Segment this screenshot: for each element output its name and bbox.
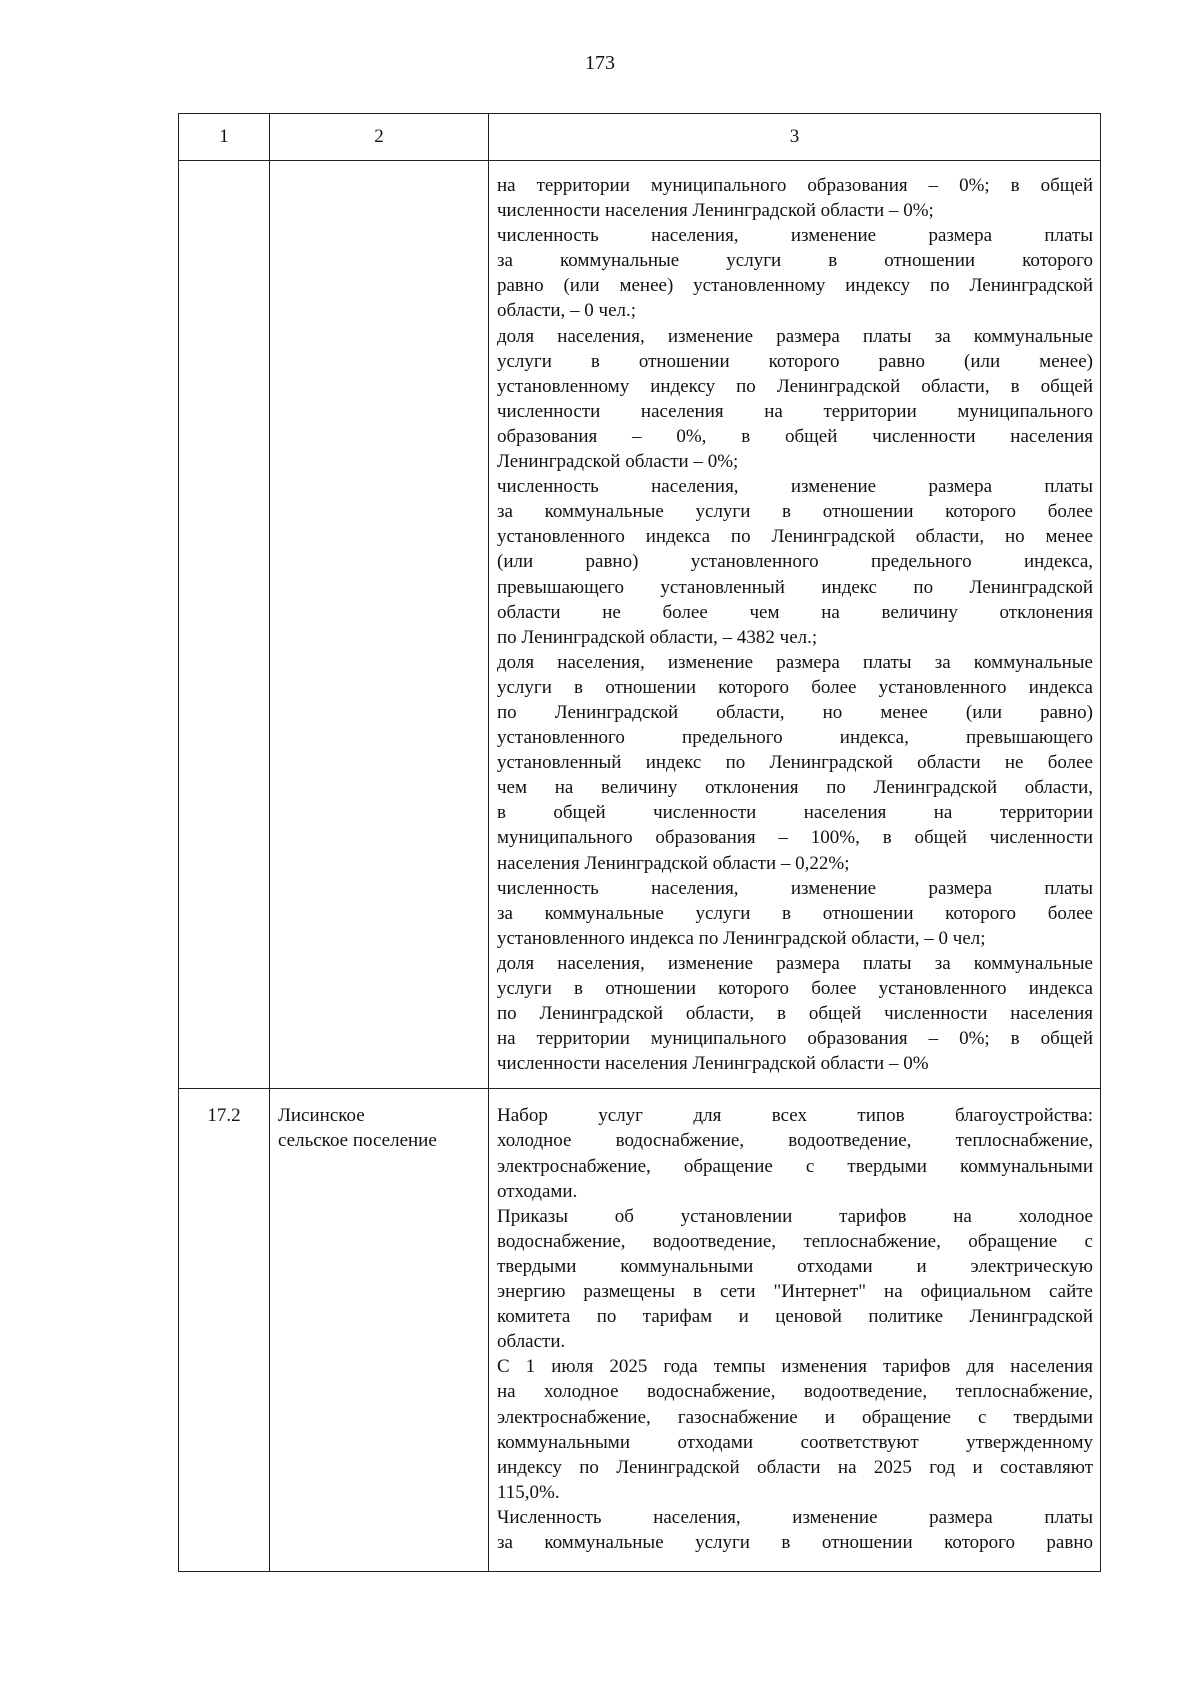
description-line: услуги в отношении которого более установленного индекса (497, 676, 1093, 698)
description-line: коммунальными отходами соответствуют утвержденному (497, 1431, 1093, 1453)
description-line: отходами. (497, 1180, 578, 1202)
description-line: установленного предельного индекса, превышающего (497, 727, 1093, 749)
description-line: индексу по Ленинградской области на 2025 год и составляют (497, 1456, 1093, 1478)
description-line: по Ленинградской области, в общей численности населения (497, 1003, 1093, 1025)
table-row (179, 161, 1101, 1089)
tariff-table (178, 113, 1101, 1572)
description-line: чем на величину отклонения по Ленинградской области, (497, 777, 1093, 799)
description-line: численность населения, изменение размера платы (497, 476, 1093, 498)
description-line: численности населения на территории муниципального (497, 400, 1093, 422)
description-line: установленный индекс по Ленинградской области не более (497, 752, 1093, 774)
description-line: численности населения Ленинградской области – 0%; (497, 200, 934, 222)
description-line: холодное водоснабжение, водоотведение, теплоснабжение, (497, 1130, 1093, 1152)
column-header-2: 2 (270, 114, 489, 161)
description-line: водоснабжение, водоотведение, теплоснабжение, обращение с (497, 1230, 1093, 1252)
description-line: услуги в отношении которого более установленного индекса (497, 978, 1093, 999)
row-number-cell (179, 161, 270, 1089)
settlement-name-cell (270, 161, 489, 1089)
description-line: численность населения, изменение размера платы (497, 877, 1093, 899)
description-line: по Ленинградской области, но менее (или равно) (497, 701, 1093, 723)
settlement-name-line: Лисинское (278, 1105, 365, 1127)
page-number: 173 (585, 52, 615, 74)
description-line: образования – 0%, в общей численности населения (497, 425, 1093, 447)
description-line: С 1 июля 2025 года темпы изменения тарифов для населения (497, 1356, 1093, 1378)
description-line: области. (497, 1331, 566, 1353)
description-line: муниципального образования – 100%, в общей численности (497, 827, 1093, 849)
settlement-name-cell (270, 1089, 489, 1572)
description-line: области, – 0 чел.; (497, 300, 637, 322)
description-line: превышающего установленный индекс по Ленинградской (497, 576, 1093, 598)
description-line: численности населения Ленинградской области – 0% (497, 1053, 929, 1075)
description-line: (или равно) установленного предельного индекса, (497, 551, 1093, 573)
description-line: Численность населения, изменение размера платы (497, 1506, 1093, 1528)
description-line: на территории муниципального образования – 0%; в общей (497, 175, 1093, 196)
description-line: энергию размещены в сети "Интернет" на официальном сайте (497, 1281, 1093, 1303)
description-line: установленного индекса по Ленинградской области, но менее (497, 526, 1093, 548)
description-line: равно (или менее) установленному индексу по Ленинградской (497, 275, 1093, 297)
table-row (179, 1089, 1101, 1572)
description-line: доля населения, изменение размера платы за коммунальные (497, 651, 1093, 673)
row-number-cell (179, 1089, 270, 1572)
description-line: населения Ленинградской области – 0,22%; (497, 852, 850, 874)
description-line: Ленинградской области – 0%; (497, 451, 739, 473)
description-cell (489, 1089, 1101, 1572)
description-line: на холодное водоснабжение, водоотведение, теплоснабжение, (497, 1381, 1093, 1403)
description-line: услуги в отношении которого равно (или менее) (497, 350, 1093, 372)
description-line: численность населения, изменение размера платы (497, 225, 1093, 247)
table-header-row (179, 114, 1101, 161)
column-header-3: 3 (489, 114, 1101, 161)
description-line: за коммунальные услуги в отношении которого (497, 250, 1093, 272)
description-cell (489, 161, 1101, 1089)
description-line: твердыми коммунальными отходами и электрическую (497, 1255, 1093, 1277)
description-line: 115,0%. (497, 1481, 560, 1503)
row-number: 17.2 (207, 1105, 241, 1127)
description-line: электроснабжение, обращение с твердыми коммунальными (497, 1155, 1093, 1177)
description-line: области не более чем на величину отклонения (497, 601, 1093, 623)
description-line: по Ленинградской области, – 4382 чел.; (497, 626, 818, 648)
description-line: установленному индексу по Ленинградской области, в общей (497, 375, 1093, 397)
column-header-1: 1 (179, 114, 270, 161)
description-line: установленного индекса по Ленинградской области, – 0 чел; (497, 927, 986, 949)
description-line: электроснабжение, газоснабжение и обращение с твердыми (497, 1406, 1093, 1428)
description-line: доля населения, изменение размера платы за коммунальные (497, 952, 1093, 974)
description-line: за коммунальные услуги в отношении которого равно (497, 1531, 1093, 1553)
description-line: Приказы об установлении тарифов на холодное (497, 1205, 1093, 1227)
description-line: за коммунальные услуги в отношении которого более (497, 501, 1093, 523)
description-line: на территории муниципального образования – 0%; в общей (497, 1028, 1093, 1050)
description-line: доля населения, изменение размера платы за коммунальные (497, 325, 1093, 347)
description-line: в общей численности населения на территории (497, 802, 1093, 824)
description-line: Набор услуг для всех типов благоустройства: (497, 1105, 1093, 1127)
description-line: комитета по тарифам и ценовой политике Ленинградской (497, 1306, 1093, 1328)
description-line: за коммунальные услуги в отношении которого более (497, 902, 1093, 924)
settlement-name-line: сельское поселение (278, 1130, 437, 1152)
